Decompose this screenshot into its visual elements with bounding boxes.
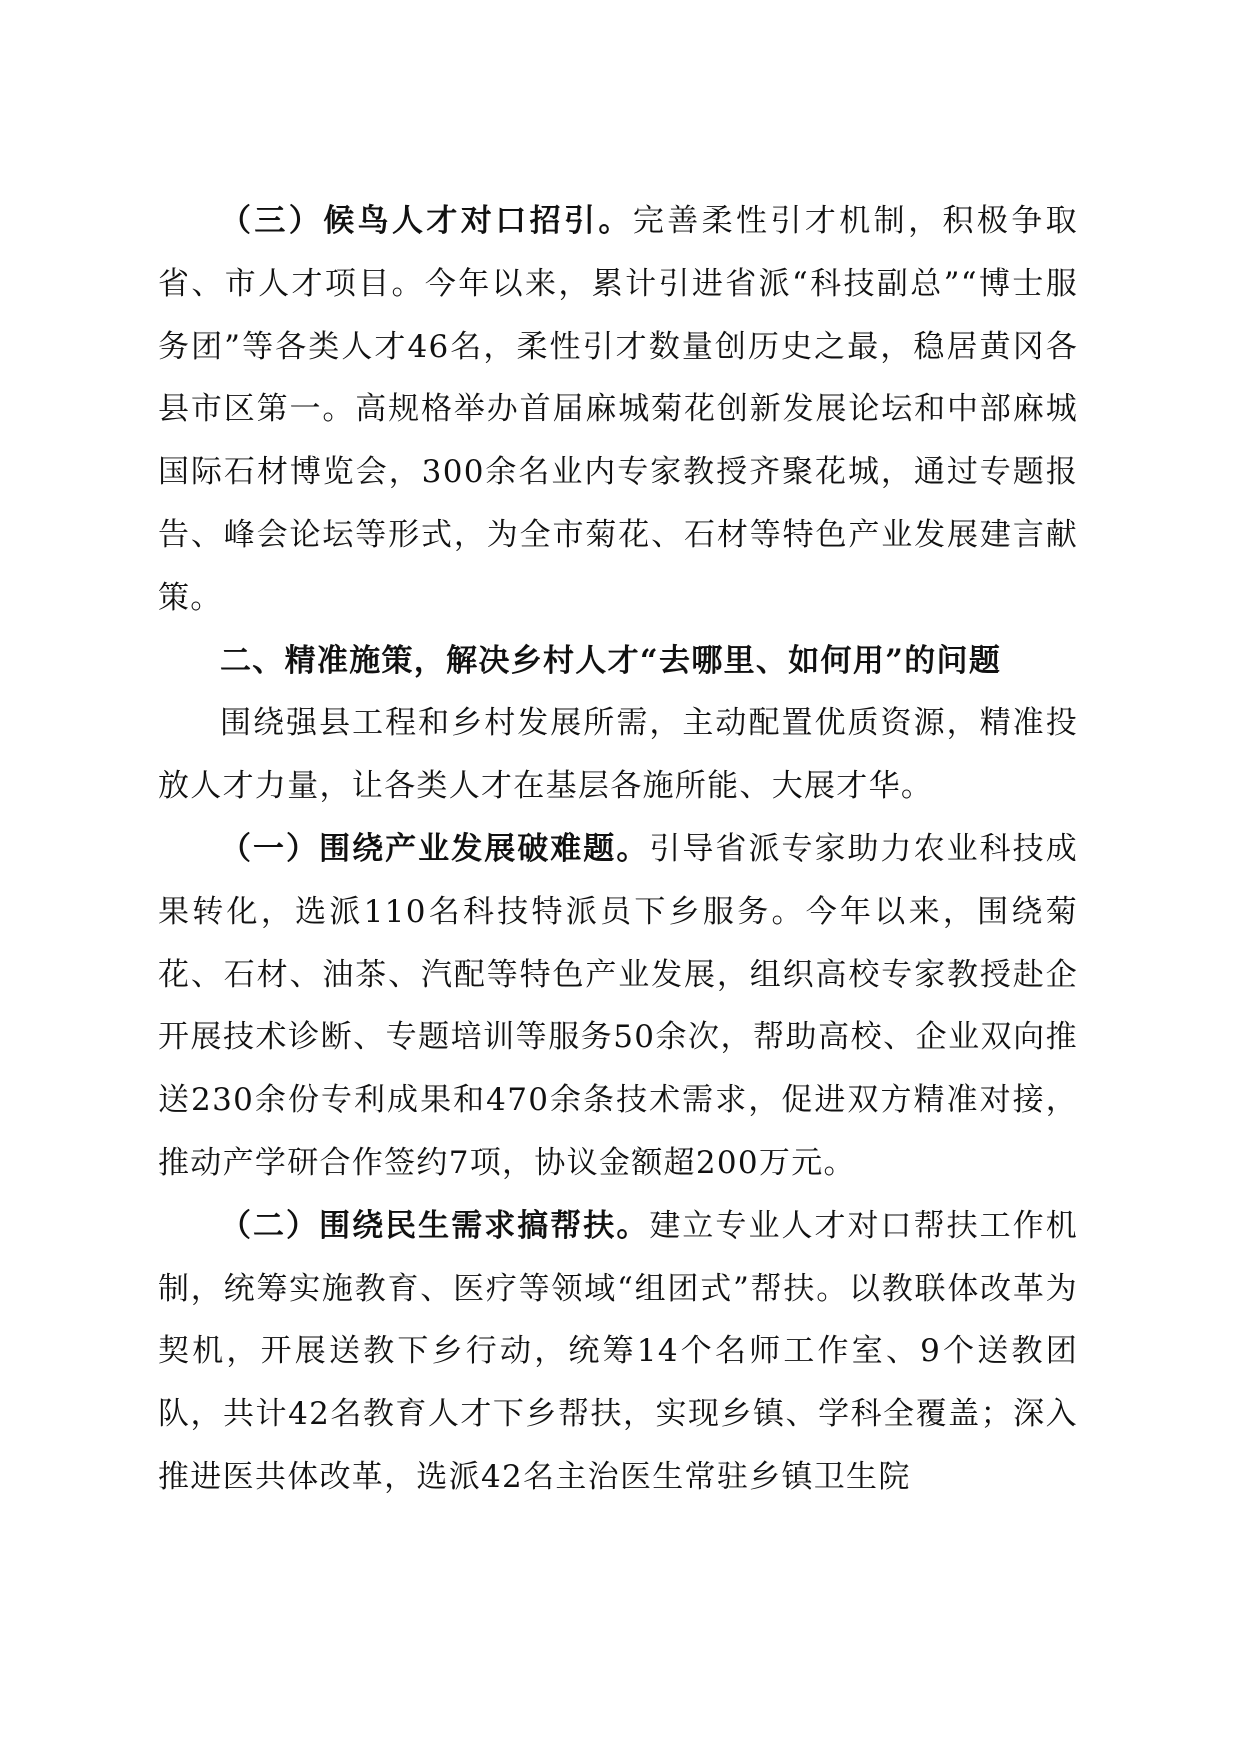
paragraph-lead: （三）候鸟人才对口招引。 xyxy=(220,203,633,239)
section-heading: 二、精准施策，解决乡村人才“去哪里、如何用”的问题 xyxy=(220,642,1002,679)
paragraph-talent-recruitment xyxy=(158,190,1078,630)
paragraph-text: 围绕强县工程和乡村发展所需，主动配置优质资源，精准投放人才力量，让各类人才在基层各施所能、大展才华。 xyxy=(158,705,1078,805)
paragraph-livelihood xyxy=(158,1195,1078,1509)
paragraph-text: 引导省派专家助力农业科技成果转化，选派110名科技特派员下乡服务。今年以来，围绕菊花、石材、油茶、汽配等特色产业发展，组织高校专家教授赴企开展技术诊断、专题培训等服务50余次，帮助高校、企业双向推送230余份专利成果和470余条技术需求，促进双方精准对接，推动产学研合作签约7项，协议金额超200万元。 xyxy=(158,830,1078,1181)
paragraph-lead: （一）围绕产业发展破难题。 xyxy=(220,830,650,867)
paragraph-text: 完善柔性引才机制，积极争取省、市人才项目。今年以来，累计引进省派“科技副总”“博士服务团”等各类人才46名，柔性引才数量创历史之最，稳居黄冈各县市区第一。高规格举办首届麻城菊花创新发展论坛和中部麻城国际石材博览会，300余名业内专家教授齐聚花城，通过专题报告、峰会论坛等形式，为全市菊花、石材等特色产业发展建言献策。 xyxy=(158,203,1078,616)
document-page xyxy=(158,190,1078,1509)
paragraph-intro xyxy=(158,692,1078,818)
paragraph-lead: （二）围绕民生需求搞帮扶。 xyxy=(220,1207,650,1244)
paragraph-text: 建立专业人才对口帮扶工作机制，统筹实施教育、医疗等领域“组团式”帮扶。以教联体改革为契机，开展送教下乡行动，统筹14个名师工作室、9个送教团队，共计42名教育人才下乡帮扶，实现乡镇、学科全覆盖；深入推进医共体改革，选派42名主治医生常驻乡镇卫生院 xyxy=(158,1207,1078,1495)
paragraph-industry xyxy=(158,818,1078,1195)
